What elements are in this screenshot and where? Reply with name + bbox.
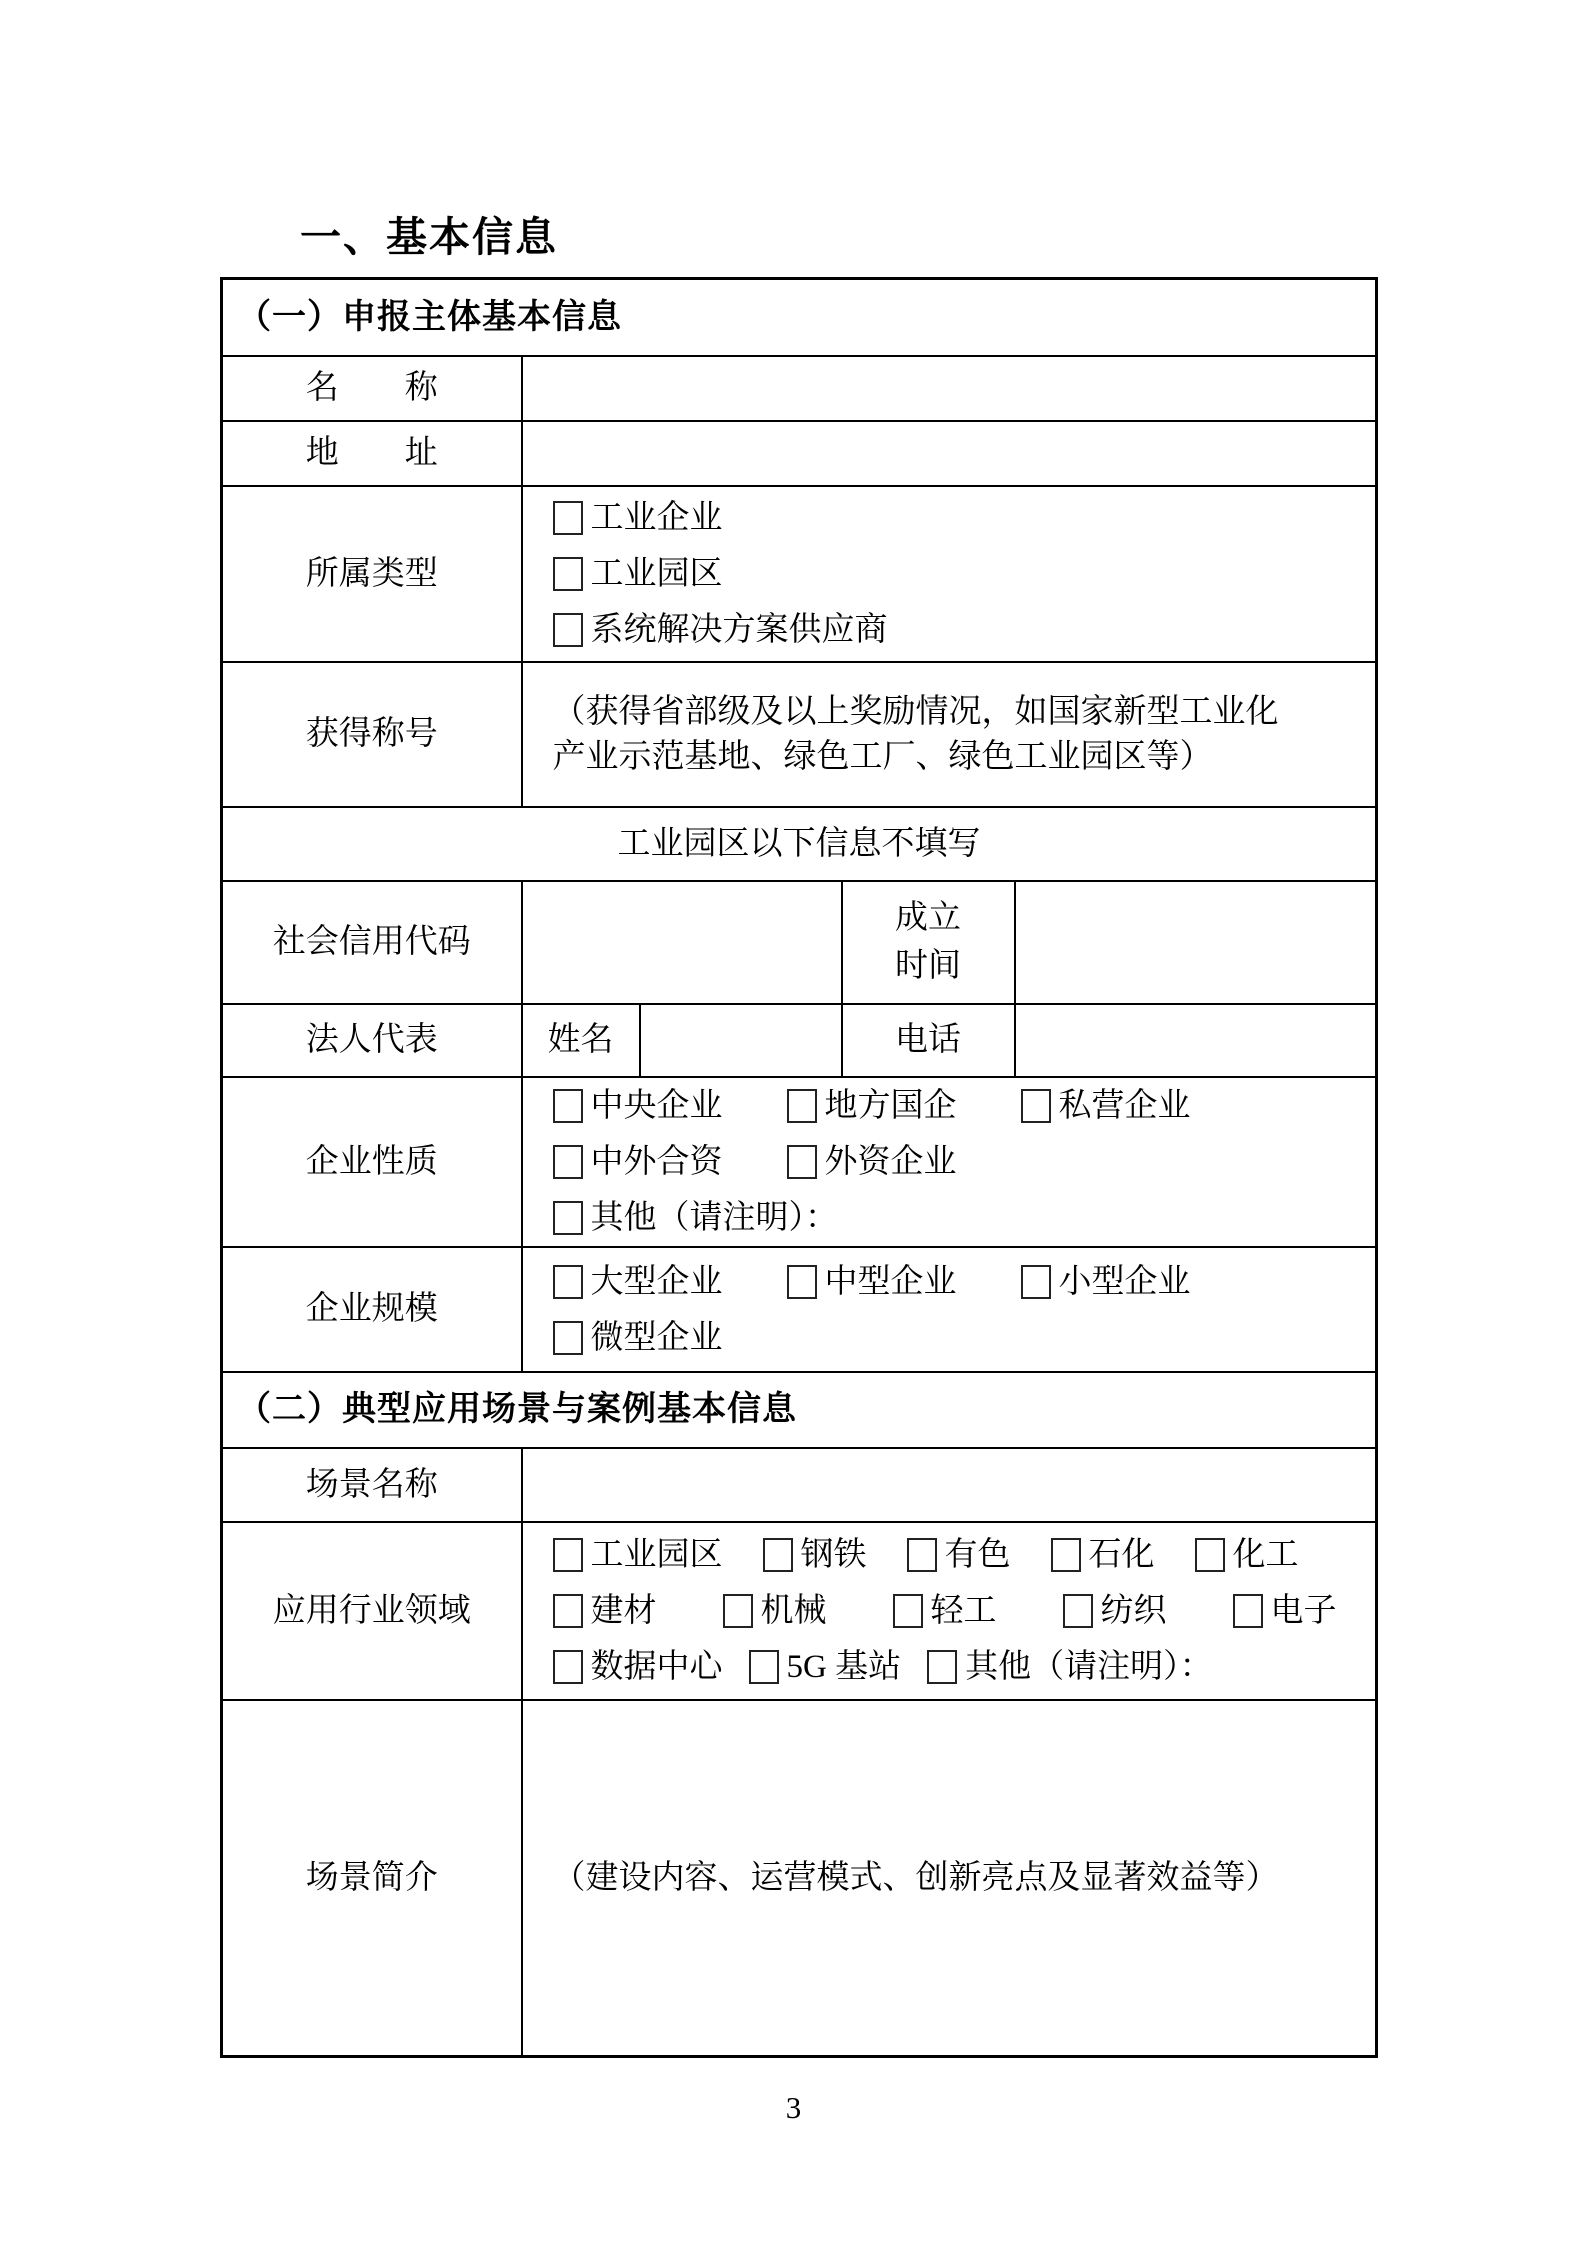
option-label: 其他（请注明）：	[965, 1649, 1213, 1685]
checkbox-option-industrial-enterprise[interactable]	[553, 490, 723, 546]
legal-name-input-cell[interactable]	[640, 1004, 842, 1077]
nature-option-line	[553, 1134, 1364, 1190]
option-label: 中央企业	[590, 1088, 723, 1124]
option-label: 私营企业	[1058, 1088, 1191, 1124]
enterprise-nature-row	[222, 1077, 1377, 1247]
industry-options-cell	[522, 1522, 1377, 1700]
checkbox-icon[interactable]	[553, 1201, 583, 1235]
checkbox-option-electronics[interactable]	[1233, 1583, 1337, 1639]
scene-name-row	[222, 1448, 1377, 1522]
document-title: 一、基本信息	[300, 213, 558, 261]
checkbox-icon[interactable]	[1233, 1594, 1263, 1628]
option-label: 轻工	[930, 1593, 997, 1629]
option-label: 大型企业	[590, 1263, 723, 1300]
checkbox-option-medium-enterprise[interactable]	[787, 1254, 957, 1310]
industry-field-row	[222, 1522, 1377, 1700]
checkbox-option-micro-enterprise[interactable]	[553, 1310, 723, 1366]
checkbox-option-textile[interactable]	[1063, 1583, 1167, 1639]
checkbox-option-steel[interactable]	[763, 1527, 867, 1583]
section2-header: （二）典型应用场景与案例基本信息	[222, 1372, 1377, 1448]
checkbox-icon[interactable]	[1051, 1538, 1081, 1572]
notice-row	[222, 807, 1377, 881]
checkbox-option-foreign-enterprise[interactable]	[787, 1134, 957, 1190]
checkbox-icon[interactable]	[553, 501, 583, 535]
entity-type-option-line	[553, 546, 1364, 602]
phone-input-cell[interactable]	[1015, 1004, 1377, 1077]
enterprise-scale-label: 企业规模	[222, 1247, 522, 1372]
checkbox-icon[interactable]	[1195, 1538, 1225, 1572]
entity-type-option-line	[553, 490, 1364, 546]
scene-name-label: 场景名称	[222, 1448, 522, 1522]
page-number: 3	[785, 2090, 802, 2125]
option-label: 机械	[760, 1593, 827, 1629]
checkbox-icon[interactable]	[723, 1594, 753, 1628]
entity-type-label: 所属类型	[222, 486, 522, 662]
option-label: 系统解决方案供应商	[590, 612, 888, 648]
industry-option-line	[553, 1527, 1364, 1583]
name-label: 名 称	[222, 356, 522, 421]
checkbox-icon[interactable]	[553, 1650, 583, 1684]
option-label: 工业园区	[590, 1537, 723, 1573]
checkbox-option-light-industry[interactable]	[893, 1583, 997, 1639]
application-form-table	[220, 277, 1378, 2058]
checkbox-option-local-soe[interactable]	[787, 1078, 957, 1134]
scene-name-input-cell[interactable]	[522, 1448, 1377, 1522]
established-date-input-cell[interactable]	[1015, 881, 1377, 1004]
option-label: 微型企业	[590, 1319, 723, 1356]
option-label: 外资企业	[824, 1144, 957, 1180]
industry-field-label: 应用行业领域	[222, 1522, 522, 1700]
honor-label: 获得称号	[222, 662, 522, 807]
scene-intro-input-cell[interactable]	[522, 1700, 1377, 2057]
section1-header: （一）申报主体基本信息	[222, 279, 1377, 357]
legal-representative-label: 法人代表	[222, 1004, 522, 1077]
notice-text: 工业园区以下信息不填写	[222, 807, 1377, 881]
checkbox-icon[interactable]	[787, 1265, 817, 1299]
option-label: 纺织	[1100, 1593, 1167, 1629]
enterprise-scale-options-cell	[522, 1247, 1377, 1372]
option-label: 其他（请注明）：	[590, 1200, 838, 1236]
checkbox-option-chemical[interactable]	[1195, 1527, 1299, 1583]
honor-row	[222, 662, 1377, 807]
checkbox-icon[interactable]	[927, 1650, 957, 1684]
option-label: 数据中心	[590, 1649, 723, 1685]
credit-code-row	[222, 881, 1377, 1004]
entity-type-options-cell	[522, 486, 1377, 662]
entity-type-row	[222, 486, 1377, 662]
option-label: 工业企业	[590, 500, 723, 536]
enterprise-scale-row	[222, 1247, 1377, 1372]
option-label: 工业园区	[590, 556, 723, 592]
option-label: 有色	[944, 1537, 1011, 1573]
nature-option-line	[553, 1078, 1364, 1134]
credit-code-label: 社会信用代码	[222, 881, 522, 1004]
checkbox-icon[interactable]	[553, 613, 583, 647]
address-row	[222, 421, 1377, 486]
checkbox-option-small-enterprise[interactable]	[1021, 1254, 1191, 1310]
option-label: 石化	[1088, 1537, 1155, 1573]
checkbox-icon[interactable]	[1063, 1594, 1093, 1628]
checkbox-icon[interactable]	[787, 1145, 817, 1179]
option-label: 中外合资	[590, 1144, 723, 1180]
checkbox-option-data-center[interactable]	[553, 1639, 723, 1695]
scale-option-line	[553, 1254, 1364, 1310]
entity-type-option-line	[553, 602, 1364, 658]
checkbox-icon[interactable]	[553, 557, 583, 591]
phone-label: 电话	[842, 1004, 1015, 1077]
scene-intro-label: 场景简介	[222, 1700, 522, 2057]
honor-hint-text: （获得省部级及以上奖励情况，如国家新型工业化产业示范基地、绿色工厂、绿色工业园区等）	[552, 693, 1279, 775]
name-input-cell[interactable]	[522, 356, 1377, 421]
checkbox-icon[interactable]	[553, 1594, 583, 1628]
scene-intro-hint-text: （建设内容、运营模式、创新亮点及显著效益等）	[552, 1859, 1279, 1896]
checkbox-option-nonferrous[interactable]	[907, 1527, 1011, 1583]
nature-option-line	[553, 1190, 1364, 1246]
checkbox-icon[interactable]	[553, 1538, 583, 1572]
industry-option-line	[553, 1639, 1364, 1695]
checkbox-option-solution-provider[interactable]	[553, 602, 888, 658]
checkbox-option-5g-base-station[interactable]	[749, 1639, 902, 1695]
address-input-cell[interactable]	[522, 421, 1377, 486]
legal-name-label: 姓名	[522, 1004, 640, 1077]
checkbox-icon[interactable]	[787, 1089, 817, 1123]
checkbox-option-industrial-park[interactable]	[553, 546, 723, 602]
section2-header-row	[222, 1372, 1377, 1448]
checkbox-icon[interactable]	[553, 1089, 583, 1123]
checkbox-icon[interactable]	[749, 1650, 779, 1684]
checkbox-option-building-materials[interactable]	[553, 1583, 657, 1639]
option-label: 建材	[590, 1593, 657, 1629]
address-label: 地 址	[222, 421, 522, 486]
credit-code-input-cell[interactable]	[522, 881, 842, 1004]
option-label: 5G 基站	[786, 1649, 902, 1685]
scene-intro-row	[222, 1700, 1377, 2057]
checkbox-option-central-enterprise[interactable]	[553, 1078, 723, 1134]
checkbox-option-large-enterprise[interactable]	[553, 1254, 723, 1310]
established-date-label: 成立时间	[842, 881, 1015, 1004]
name-row	[222, 356, 1377, 421]
checkbox-icon[interactable]	[893, 1594, 923, 1628]
section1-header-row	[222, 279, 1377, 357]
checkbox-icon[interactable]	[763, 1538, 793, 1572]
option-label: 电子	[1270, 1593, 1337, 1629]
option-label: 小型企业	[1058, 1263, 1191, 1300]
option-label: 地方国企	[824, 1088, 957, 1124]
scale-option-line	[553, 1310, 1364, 1366]
checkbox-icon[interactable]	[1021, 1089, 1051, 1123]
legal-representative-row	[222, 1004, 1377, 1077]
checkbox-icon[interactable]	[553, 1321, 583, 1355]
industry-option-line	[553, 1583, 1364, 1639]
option-label: 钢铁	[800, 1537, 867, 1573]
option-label: 化工	[1232, 1537, 1299, 1573]
checkbox-option-industrial-park-field[interactable]	[553, 1527, 723, 1583]
checkbox-icon[interactable]	[553, 1265, 583, 1299]
checkbox-option-petrochemical[interactable]	[1051, 1527, 1155, 1583]
enterprise-nature-options-cell	[522, 1077, 1377, 1247]
checkbox-option-machinery[interactable]	[723, 1583, 827, 1639]
option-label: 中型企业	[824, 1263, 957, 1300]
checkbox-option-industry-other[interactable]	[927, 1639, 1213, 1695]
enterprise-nature-label: 企业性质	[222, 1077, 522, 1247]
checkbox-icon[interactable]	[553, 1145, 583, 1179]
checkbox-option-nature-other[interactable]	[553, 1190, 839, 1246]
checkbox-icon[interactable]	[907, 1538, 937, 1572]
checkbox-option-private-enterprise[interactable]	[1021, 1078, 1191, 1134]
checkbox-icon[interactable]	[1021, 1265, 1051, 1299]
honor-input-cell[interactable]	[522, 662, 1377, 807]
checkbox-option-sino-foreign-jv[interactable]	[553, 1134, 723, 1190]
